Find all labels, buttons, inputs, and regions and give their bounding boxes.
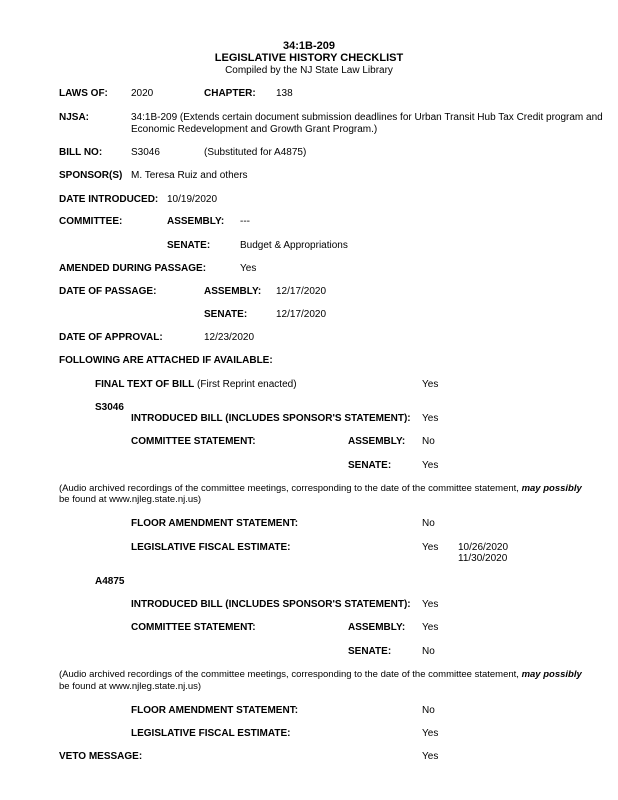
s3046-introduced-value: Yes bbox=[422, 413, 439, 424]
njsa-line-1: 34:1B-209 (Extends certain document submission deadlines for Urban Transit Hub Tax Credit program and bbox=[131, 112, 603, 123]
amended-label: AMENDED DURING PASSAGE: bbox=[59, 263, 207, 274]
s3046-floor-label: FLOOR AMENDMENT STATEMENT: bbox=[131, 518, 299, 529]
laws-of-value: 2020 bbox=[131, 88, 154, 99]
a4875-audio-note-emphasis: may possibly bbox=[521, 669, 582, 680]
njsa-line-2: Economic Redevelopment and Growth Grant Program.) bbox=[131, 124, 378, 135]
compiled-by: Compiled by the NJ State Law Library bbox=[225, 65, 393, 76]
bill-no-value: S3046 bbox=[131, 147, 160, 158]
a4875-floor-value: No bbox=[422, 705, 435, 716]
s3046-fiscal-date-1: 10/26/2020 bbox=[458, 542, 509, 553]
date-introduced-value: 10/19/2020 bbox=[167, 194, 218, 205]
a4875-label: A4875 bbox=[95, 576, 125, 587]
a4875-committee-label: COMMITTEE STATEMENT: bbox=[131, 622, 256, 633]
s3046-fiscal-value: Yes bbox=[422, 542, 439, 553]
veto-value: Yes bbox=[422, 751, 439, 762]
a4875-assembly-label: ASSEMBLY: bbox=[348, 622, 406, 633]
amended-value: Yes bbox=[240, 263, 257, 274]
final-text-note: (First Reprint enacted) bbox=[197, 379, 297, 390]
passage-senate-value: 12/17/2020 bbox=[276, 309, 327, 320]
final-text-label: FINAL TEXT OF BILL bbox=[95, 379, 195, 390]
a4875-introduced-value: Yes bbox=[422, 599, 439, 610]
sponsor-value: M. Teresa Ruiz and others bbox=[131, 170, 248, 181]
a4875-audio-note-line-2: be found at www.njleg.state.nj.us) bbox=[59, 681, 202, 692]
chapter-label: CHAPTER: bbox=[204, 88, 256, 99]
veto-label: VETO MESSAGE: bbox=[59, 751, 143, 762]
s3046-committee-label: COMMITTEE STATEMENT: bbox=[131, 436, 256, 447]
njsa-label: NJSA: bbox=[59, 112, 90, 123]
attached-heading: FOLLOWING ARE ATTACHED IF AVAILABLE: bbox=[59, 355, 273, 366]
a4875-fiscal-label: LEGISLATIVE FISCAL ESTIMATE: bbox=[131, 728, 291, 739]
sponsor-label: SPONSOR(S) bbox=[59, 170, 123, 181]
date-of-passage-label: DATE OF PASSAGE: bbox=[59, 286, 157, 297]
s3046-label: S3046 bbox=[95, 402, 124, 413]
laws-of-label: LAWS OF: bbox=[59, 88, 108, 99]
committee-assembly-label: ASSEMBLY: bbox=[167, 216, 225, 227]
statute-code: 34:1B-209 bbox=[283, 40, 335, 52]
a4875-senate-value: No bbox=[422, 646, 435, 657]
bill-no-label: BILL NO: bbox=[59, 147, 103, 158]
committee-senate-value: Budget & Appropriations bbox=[240, 240, 348, 251]
page-title: LEGISLATIVE HISTORY CHECKLIST bbox=[214, 52, 404, 64]
committee-label: COMMITTEE: bbox=[59, 216, 123, 227]
a4875-introduced-label: INTRODUCED BILL (INCLUDES SPONSOR'S STATEMENT): bbox=[131, 599, 411, 610]
s3046-fiscal-date-2: 11/30/2020 bbox=[458, 553, 508, 564]
s3046-floor-value: No bbox=[422, 518, 435, 529]
s3046-audio-note-text: (Audio archived recordings of the committee meetings, corresponding to the date of the committee statement, bbox=[59, 483, 522, 494]
date-of-approval-label: DATE OF APPROVAL: bbox=[59, 332, 163, 343]
s3046-assembly-value: No bbox=[422, 436, 435, 447]
s3046-assembly-label: ASSEMBLY: bbox=[348, 436, 406, 447]
a4875-audio-note-text: (Audio archived recordings of the committee meetings, corresponding to the date of the committee statement, bbox=[59, 669, 522, 680]
s3046-fiscal-label: LEGISLATIVE FISCAL ESTIMATE: bbox=[131, 542, 291, 553]
a4875-audio-note-line-1 bbox=[59, 669, 582, 681]
s3046-audio-note-line-2: be found at www.njleg.state.nj.us) bbox=[59, 494, 202, 505]
a4875-floor-label: FLOOR AMENDMENT STATEMENT: bbox=[131, 705, 299, 716]
a4875-senate-label: SENATE: bbox=[348, 646, 392, 657]
passage-senate-label: SENATE: bbox=[204, 309, 248, 320]
s3046-introduced-label: INTRODUCED BILL (INCLUDES SPONSOR'S STATEMENT): bbox=[131, 413, 411, 424]
committee-assembly-value: --- bbox=[240, 216, 250, 227]
date-of-approval-value: 12/23/2020 bbox=[204, 332, 255, 343]
bill-substitution-note: (Substituted for A4875) bbox=[204, 147, 307, 158]
committee-senate-label: SENATE: bbox=[167, 240, 211, 251]
s3046-audio-note-emphasis: may possibly bbox=[521, 483, 582, 494]
date-introduced-label: DATE INTRODUCED: bbox=[59, 194, 159, 205]
passage-assembly-label: ASSEMBLY: bbox=[204, 286, 262, 297]
s3046-senate-label: SENATE: bbox=[348, 460, 392, 471]
final-text-value: Yes bbox=[422, 379, 439, 390]
passage-assembly-value: 12/17/2020 bbox=[276, 286, 327, 297]
s3046-senate-value: Yes bbox=[422, 460, 439, 471]
chapter-value: 138 bbox=[276, 88, 293, 99]
final-text-row bbox=[95, 379, 297, 391]
a4875-assembly-value: Yes bbox=[422, 622, 439, 633]
a4875-fiscal-value: Yes bbox=[422, 728, 439, 739]
